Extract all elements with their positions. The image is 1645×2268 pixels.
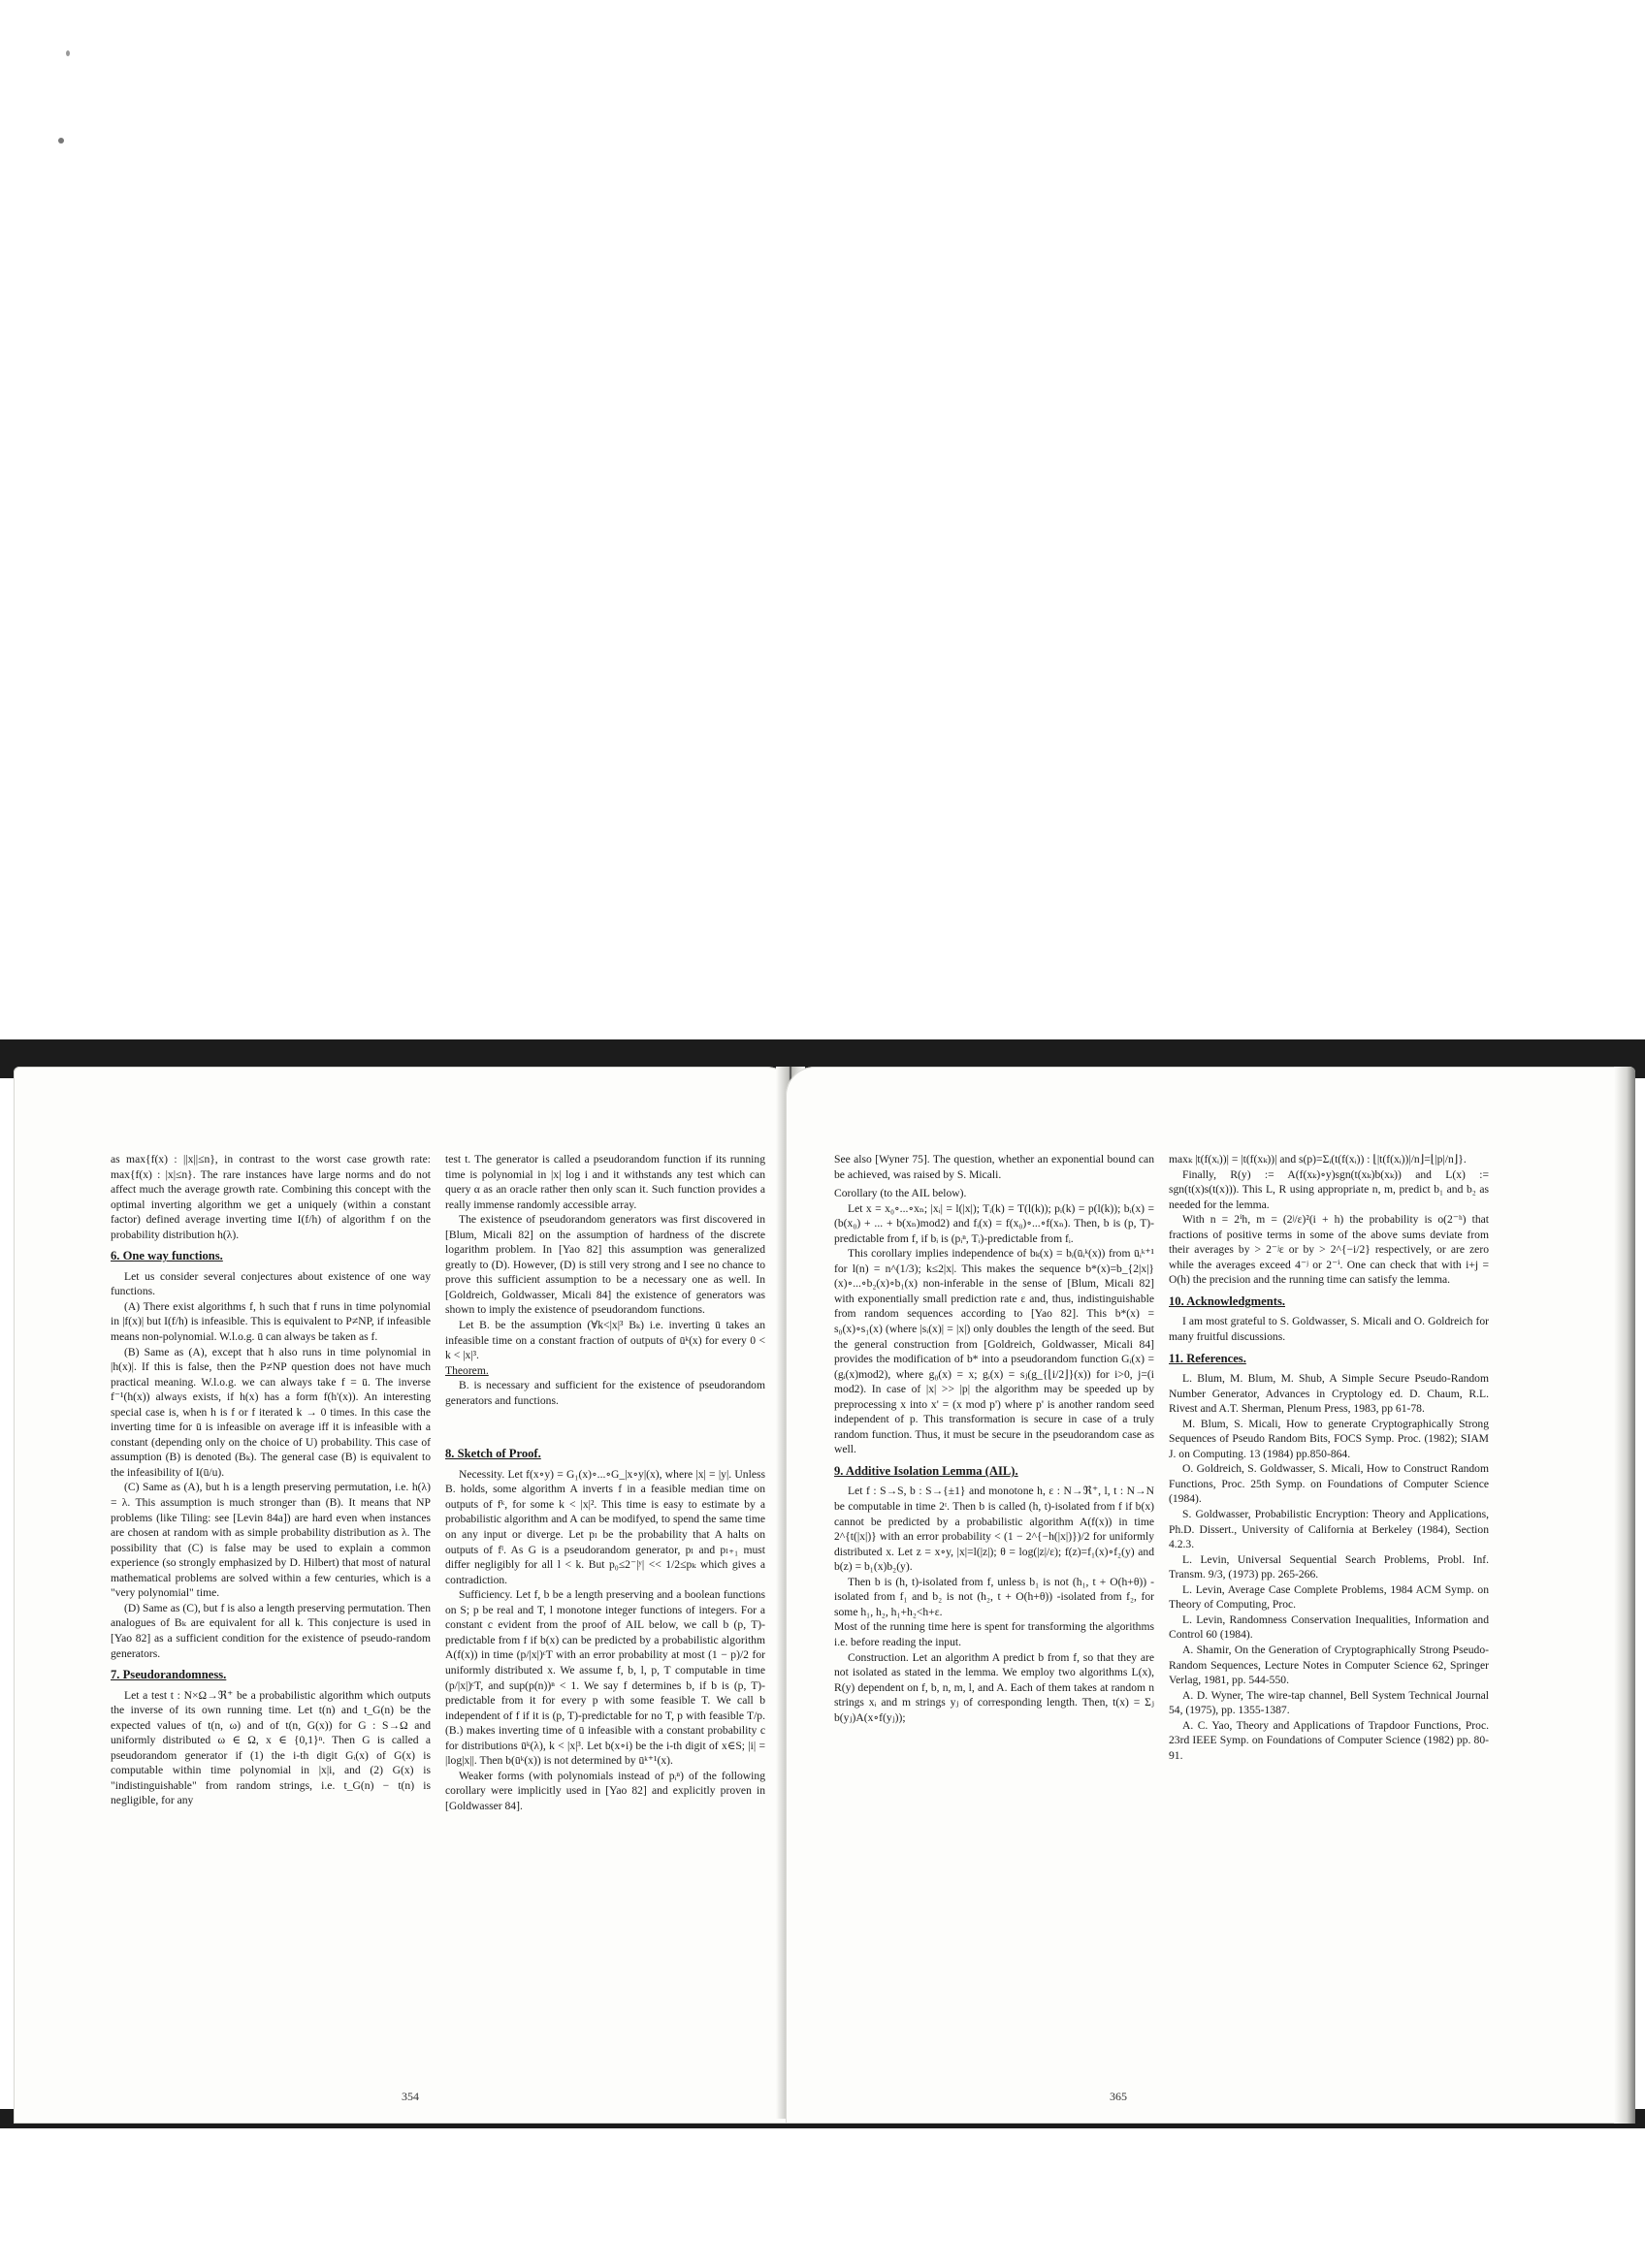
paragraph: maxₖ |t(f(xᵢ))| = |t(f(xₖ))| and s(p)=Σᵢ(t(f(xᵢ)) : ⌊|t(f(xᵢ))|/n⌋=⌊|p|/n⌋}. <box>1169 1153 1467 1166</box>
paragraph: (B) Same as (A), except that h also runs in time polynomial in |h(x)|. If this is false, then the P≠NP question does not have much practical meaning. W.l.o.g. we can always take f = ū. The inverse f⁻¹(h(x)) always exists, if h(x) has a form f(h'(x)). An interesting special case is, when h is f or f iterated k → 0 times. In this case the inverting time for ū is infeasible on average iff it is infeasible with a constant (depending only on the choice of U) probability. This case of assumption (B) is denoted (Bₖ). The general case (B) is equivalent to the infeasibility of I(ū/u). <box>111 1345 431 1479</box>
page-number: 365 <box>1110 2090 1127 2103</box>
left-page <box>14 1067 795 2124</box>
paragraph: Let f : S→S, b : S→{±1} and monotone h, ε : N→ℜ⁺, l, t : N→N be computable in time 2ᵗ. Then b is called (h, t)-isolated from f if b(x) cannot be predicted by a probabilistic algorithm A(f(x)) in time 2^{t(|x|)} with an error probability < (1 − 2^{−h(|x|)})/2 for uniformly distributed x. Let z = x∘y, |x|=l(|z|); θ = log(|z|/ε); f(z)=f₁(x)∘f₂(y) and b(z) = b₁(x)b₂(y). <box>834 1485 1154 1574</box>
reference-entry: M. Blum, S. Micali, How to generate Cryptographically Strong Sequences of Pseudo Random Bits, FOCS Symp. Proc. (1982); SIAM J. on Computing. 13 (1984) pp.850-864. <box>1169 1417 1489 1460</box>
right-page <box>786 1067 1635 2124</box>
reference-entry: L. Levin, Universal Sequential Search Problems, Probl. Inf. Transm. 9/3, (1973) pp. 265-266. <box>1169 1552 1489 1581</box>
paragraph: as max{f(x) : ||x||≤n}, in contrast to the worst case growth rate: max{f(x) : |x|≤n}. The rare instances have large norms and do not affect much the average growth rate. Combining this concept with the optimal inverting algorithm we get a uniquely (within a constant factor) defined average inverting time I(f/h) of algorithm f on the probability distribution h(λ). <box>111 1153 431 1241</box>
paragraph: Let B. be the assumption (∀k<|x|³ Bₖ) i.e. inverting ū takes an infeasible time on a constant fraction of outputs of ūᵏ(x) for every 0 < k < |x|³. <box>445 1319 765 1362</box>
paragraph: Let x = x₀∘...∘xₙ; |xᵢ| = l(|x|); Tᵢ(k) = T(l(k)); pᵢ(k) = p(l(k)); bᵢ(x) = (b(x₀) + ... + b(xₙ)mod2) and fᵢ(x) = f(x₀)∘...∘f(xₙ). Then, b is (p, T)-predictable from f, if bᵢ is (pᵢⁿ, Tᵢ)-predictable from fᵢ. <box>834 1201 1154 1245</box>
reference-entry: A. D. Wyner, The wire-tap channel, Bell System Technical Journal 54, (1975), pp. 1355-1387. <box>1169 1688 1489 1717</box>
left-page-column-1 <box>111 1152 431 1808</box>
page-edge-shadow <box>1614 1067 1635 2124</box>
paragraph: This corollary implies independence of bₖ(x) = bᵢ(ūᵢᵏ(x)) from ūᵢᵏ⁺¹ for l(n) = n^(1/3); k≤2|x|. This makes the sequence b*(x)=b_{2|x|}(x)∘...∘b₂(x)∘b₁(x) non-inferable in the sense of [Blum, Micali 82] with exponentially small prediction rate ε and, thus, indistinguishable from random sequences according to [Yao 82]. This b*(x) = s₀(x)∘s₁(x) (where |sᵢ(x)| = |x|) only doubles the length of the seed. But the general construction from [Goldreich, Goldwasser, Micali 84] provides the modification of b* into a pseudorandom function Gᵢ(x) = (gᵢ(x)mod2), where g₀(x) = x; gᵢ(x) = sⱼ(g_{⌊i/2⌋}(x)) for i>0, j=(i mod2). In case of |x| >> |p| the algorithm may be speeded up by preprocessing x into x' = (x mod p') where p' is another random seed independent of p. This transformation is secure in case of a truly random function. Thus, it must be secure in the pseudorandom case as well. <box>834 1247 1154 1456</box>
reference-entry: A. Shamir, On the Generation of Cryptographically Strong Pseudo-Random Sequences, Lecture Notes in Computer Science 62, Springer Verlag, 1981, pp. 544-550. <box>1169 1643 1489 1687</box>
section-heading: 6. One way functions. <box>111 1249 223 1263</box>
scan-speck <box>58 138 64 144</box>
paragraph: With n = 2ⁱh, m = (2ʲ/ε)²(i + h) the probability is o(2⁻ʰ) that fractions of positive terms in some of the above sums deviate from their averages by > 2⁻ʲε or by > 2^{−i/2} respectively, or are zero while the averages exceed 4⁻ʲ or 2⁻ⁱ. One can check that with i+j = O(h) the precision and the running time can satisfy the lemma. <box>1169 1213 1489 1287</box>
reference-entry: O. Goldreich, S. Goldwasser, S. Micali, How to Construct Random Functions, Proc. 25th Symp. on Foundations of Computer Science (1984). <box>1169 1462 1489 1506</box>
reference-entry: A. C. Yao, Theory and Applications of Trapdoor Functions, Proc. 23rd IEEE Symp. on Foundations of Computer Science (1982) pp. 80-91. <box>1169 1718 1489 1762</box>
paragraph: The existence of pseudorandom generators was first discovered in [Blum, Micali 82] on the assumption of hardness of the discrete logarithm problem. In [Yao 82] this assumption was generalized greatly to (D). However, (D) is still very strong and I see no chance to prove this sufficient assumption to be a necessary one as well. In [Goldreich, Goldwasser, Micali 84] the existence of generators was shown to imply the existence of pseudorandom functions. <box>445 1213 765 1317</box>
paragraph: Let a test t : N×Ω→ℜ⁺ be a probabilistic algorithm which outputs the inverse of its own running time. Let t(n) and t_G(n) be the expected values of t(n, ω) and of t(n, G(x)) for G : S→Ω and uniformly distributed ω ∈ Ω, x ∈ {0,1}ⁿ. Then G is called a pseudorandom generator if (1) the i-th digit Gᵢ(x) of G(x) is computable within time polynomial in |x|i, and (2) G(x) is "indistinguishable" from random strings, i.e. t_G(n) − t(n) is negligible, for any <box>111 1688 431 1807</box>
left-page-column-2 <box>445 1152 765 1813</box>
paragraph: Most of the running time here is spent for transforming the algorithms i.e. before reading the input. <box>834 1620 1154 1648</box>
reference-entry: L. Levin, Randomness Conservation Inequalities, Information and Control 60 (1984). <box>1169 1613 1489 1642</box>
paragraph: Sufficiency. Let f, b be a length preserving and a boolean functions on S; p be real and T, l monotone integer functions of integers. For a constant c evident from the proof of AIL below, we call b (p, T)-predictable from f if b(x) can be predicted by a probabilistic algorithm A(f(x)) in time (p/|x|)ᶜT with an error probability at most (1 − p)/2 for uniformly distributed x. We assume f, b, l, p, T computable in time (p/|x|)ᶜT, and sup(p(n))ⁿ < 1. We say f determines b, if b is (p, T)-predictable from it for every p with some feasible T. We call b independent of f if it is (p, T)-predictable for no T, p with feasible T/p. (B.) makes inverting time of ū infeasible with a constant probability c for distributions ūᵏ(λ), k < |x|³. Let b(x∘i) be the i-th digit of x∈S; |i| = |log|x||. Then b(ūᵏ(x)) is not determined by ūᵏ⁺¹(x). <box>445 1588 765 1768</box>
paragraph: (C) Same as (A), but h is a length preserving permutation, i.e. h(λ) = λ. This assumption is much stronger than (B). It means that NP problems (like Tiling: see [Levin 84a]) are hard even when instances are chosen at random with as simple probability distribution as λ. The possibility that (C) is false may be used to explain a common experience (so strongly emphasized by D. Hilbert) that most of natural mathematical problems are solved within a few centuries, which is a "very polynomial" time. <box>111 1481 431 1600</box>
paragraph: See also [Wyner 75]. The question, whether an exponential bound can be achieved, was raised by S. Micali. <box>834 1153 1154 1181</box>
right-page-column-1 <box>834 1152 1154 1725</box>
reference-entry: L. Levin, Average Case Complete Problems, 1984 ACM Symp. on Theory of Computing, Proc. <box>1169 1582 1489 1612</box>
right-page-column-2 <box>1169 1152 1489 1763</box>
paragraph: Necessity. Let f(x∘y) = G₁(x)∘...∘G_|x∘y|(x), where |x| = |y|. Unless B. holds, some algorithm A inverts f in a feasible median time on outputs of fᵏ, for some k < |x|². This time is easy to estimate by a probabilistic algorithm and A can be modifyed, to spend the same time on any input or diverge. Let pₗ be the probability that A halts on outputs of fˡ. As G is a pseudorandom generator, pₗ and pₗ₊₁ must differ negligibly for all l < k. But p₀≤2⁻|ʸ| << 1/2≤pₖ which gives a contradiction. <box>445 1467 765 1586</box>
section-heading: 11. References. <box>1169 1351 1246 1365</box>
paragraph: Finally, R(y) := A(f(xₖ)∘y)sgn(t(xₖ)b(xₖ)) and L(x) := sgn(t(x)s(t(x))). This L, R using appropriate n, m, predict b₁ and b₂ as needed for the lemma. <box>1169 1167 1489 1211</box>
section-heading: 8. Sketch of Proof. <box>445 1447 541 1461</box>
theorem-label: Theorem. <box>445 1363 489 1377</box>
paragraph: test t. The generator is called a pseudorandom function if its running time is polynomial in |x| log i and it withstands any test which can query α as an oracle rather then only scan it. Such function provides a really immense randomly accessible array. <box>445 1153 765 1211</box>
paragraph: Construction. Let an algorithm A predict b from f, so that they are not isolated as stated in the lemma. We employ two algorithms L(x), R(y) dependent on f, b, n, m, l, and A. Each of them takes at random n strings xᵢ and m strings yⱼ of corresponding length. Then, t(x) = Σⱼ b(yⱼ)A(x∘f(yⱼ)); <box>834 1650 1154 1724</box>
scan-speck <box>66 50 70 56</box>
paragraph: Let us consider several conjectures about existence of one way functions. <box>111 1269 431 1298</box>
paragraph: Weaker forms (with polynomials instead of pᵢⁿ) of the following corollary were implicitly used in [Yao 82] and explicitly proven in [Goldwasser 84]. <box>445 1769 765 1812</box>
reference-entry: L. Blum, M. Blum, M. Shub, A Simple Secure Pseudo-Random Number Generator, Advances in Cryptology ed. D. Chaum, R.L. Rivest and A.T. Sherman, Plenum Press, 1983, pp 61-78. <box>1169 1372 1489 1416</box>
paragraph: (D) Same as (C), but f is also a length preserving permutation. Then analogues of Bₖ are equivalent for all k. This conjecture is used in [Yao 82] as a sufficient condition for the existence of pseudo-random generators. <box>111 1601 431 1660</box>
page-number: 354 <box>402 2090 419 2103</box>
section-heading: 10. Acknowledgments. <box>1169 1294 1285 1308</box>
paragraph: I am most grateful to S. Goldwasser, S. Micali and O. Goldreich for many fruitful discussions. <box>1169 1315 1489 1344</box>
section-heading: 9. Additive Isolation Lemma (AIL). <box>834 1463 1018 1478</box>
paragraph: (A) There exist algorithms f, h such that f runs in time polynomial in |f(x)| but I(f/h) is infeasible. This is equivalent to P≠NP, if infeasible means non-polynomial. W.l.o.g. ū can always be taken as f. <box>111 1299 431 1344</box>
paragraph: B. is necessary and sufficient for the existence of pseudorandom generators and functions. <box>445 1379 765 1407</box>
corollary-label: Corollary (to the AIL below). <box>834 1187 967 1200</box>
paragraph: Then b is (h, t)-isolated from f, unless b₁ is not (h₁, t + O(h+θ)) -isolated from f₁ and b₂ is not (h₂, t + O(h+θ)) -isolated from f₂, for some h₁, h₂, h₁+h₂<h+ε. <box>834 1575 1154 1618</box>
section-heading: 7. Pseudorandomness. <box>111 1668 227 1682</box>
reference-entry: S. Goldwasser, Probabilistic Encryption: Theory and Applications, Ph.D. Dissert., University of California at Berkeley (1984), Section 4.2.3. <box>1169 1508 1489 1551</box>
